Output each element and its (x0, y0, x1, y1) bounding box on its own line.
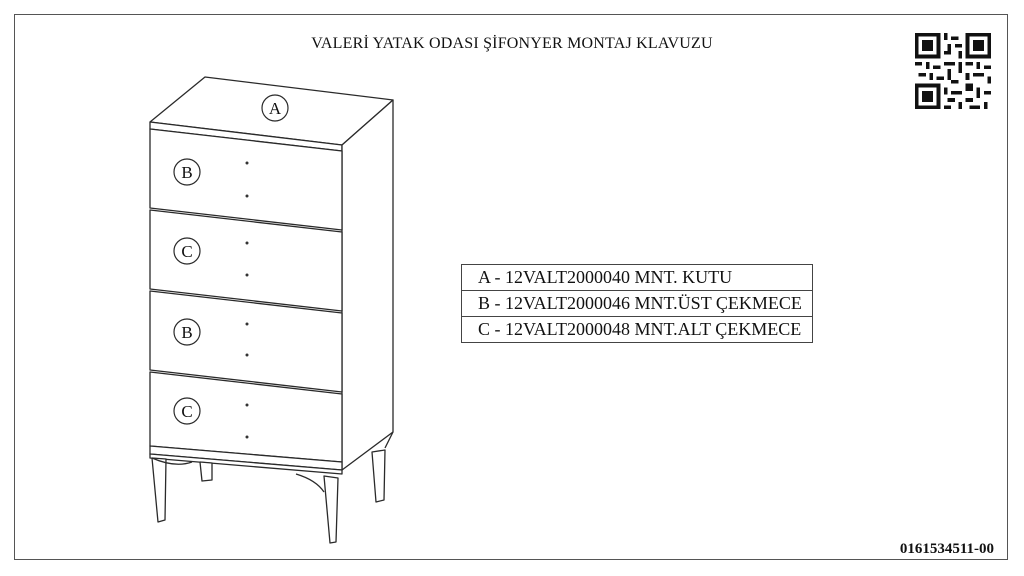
table-row (462, 265, 813, 291)
leg-back-right (372, 450, 385, 502)
leg-back-left (200, 462, 212, 481)
dresser-drawing (120, 60, 420, 560)
label-b: B (181, 323, 193, 342)
leg-front-left (152, 458, 166, 522)
part-row-b: B - 12VALT2000046 MNT.ÜST ÇEKMECE (462, 291, 813, 317)
part-row-a: A - 12VALT2000040 MNT. KUTU (462, 265, 813, 291)
label-a: A (268, 99, 282, 118)
label-c: C (181, 242, 193, 261)
qr-code-icon (915, 33, 991, 109)
side-panel (342, 100, 393, 470)
leg-front-right (324, 476, 338, 543)
label-b: B (181, 163, 193, 182)
table-row (462, 291, 813, 317)
document-code: 0161534511-00 (899, 541, 994, 557)
table-row (462, 317, 813, 343)
part-row-c: C - 12VALT2000048 MNT.ALT ÇEKMECE (462, 317, 813, 343)
label-c: C (181, 402, 193, 421)
page-title: VALERİ YATAK ODASI ŞİFONYER MONTAJ KLAVUZU (311, 35, 713, 52)
parts-table (461, 264, 813, 343)
